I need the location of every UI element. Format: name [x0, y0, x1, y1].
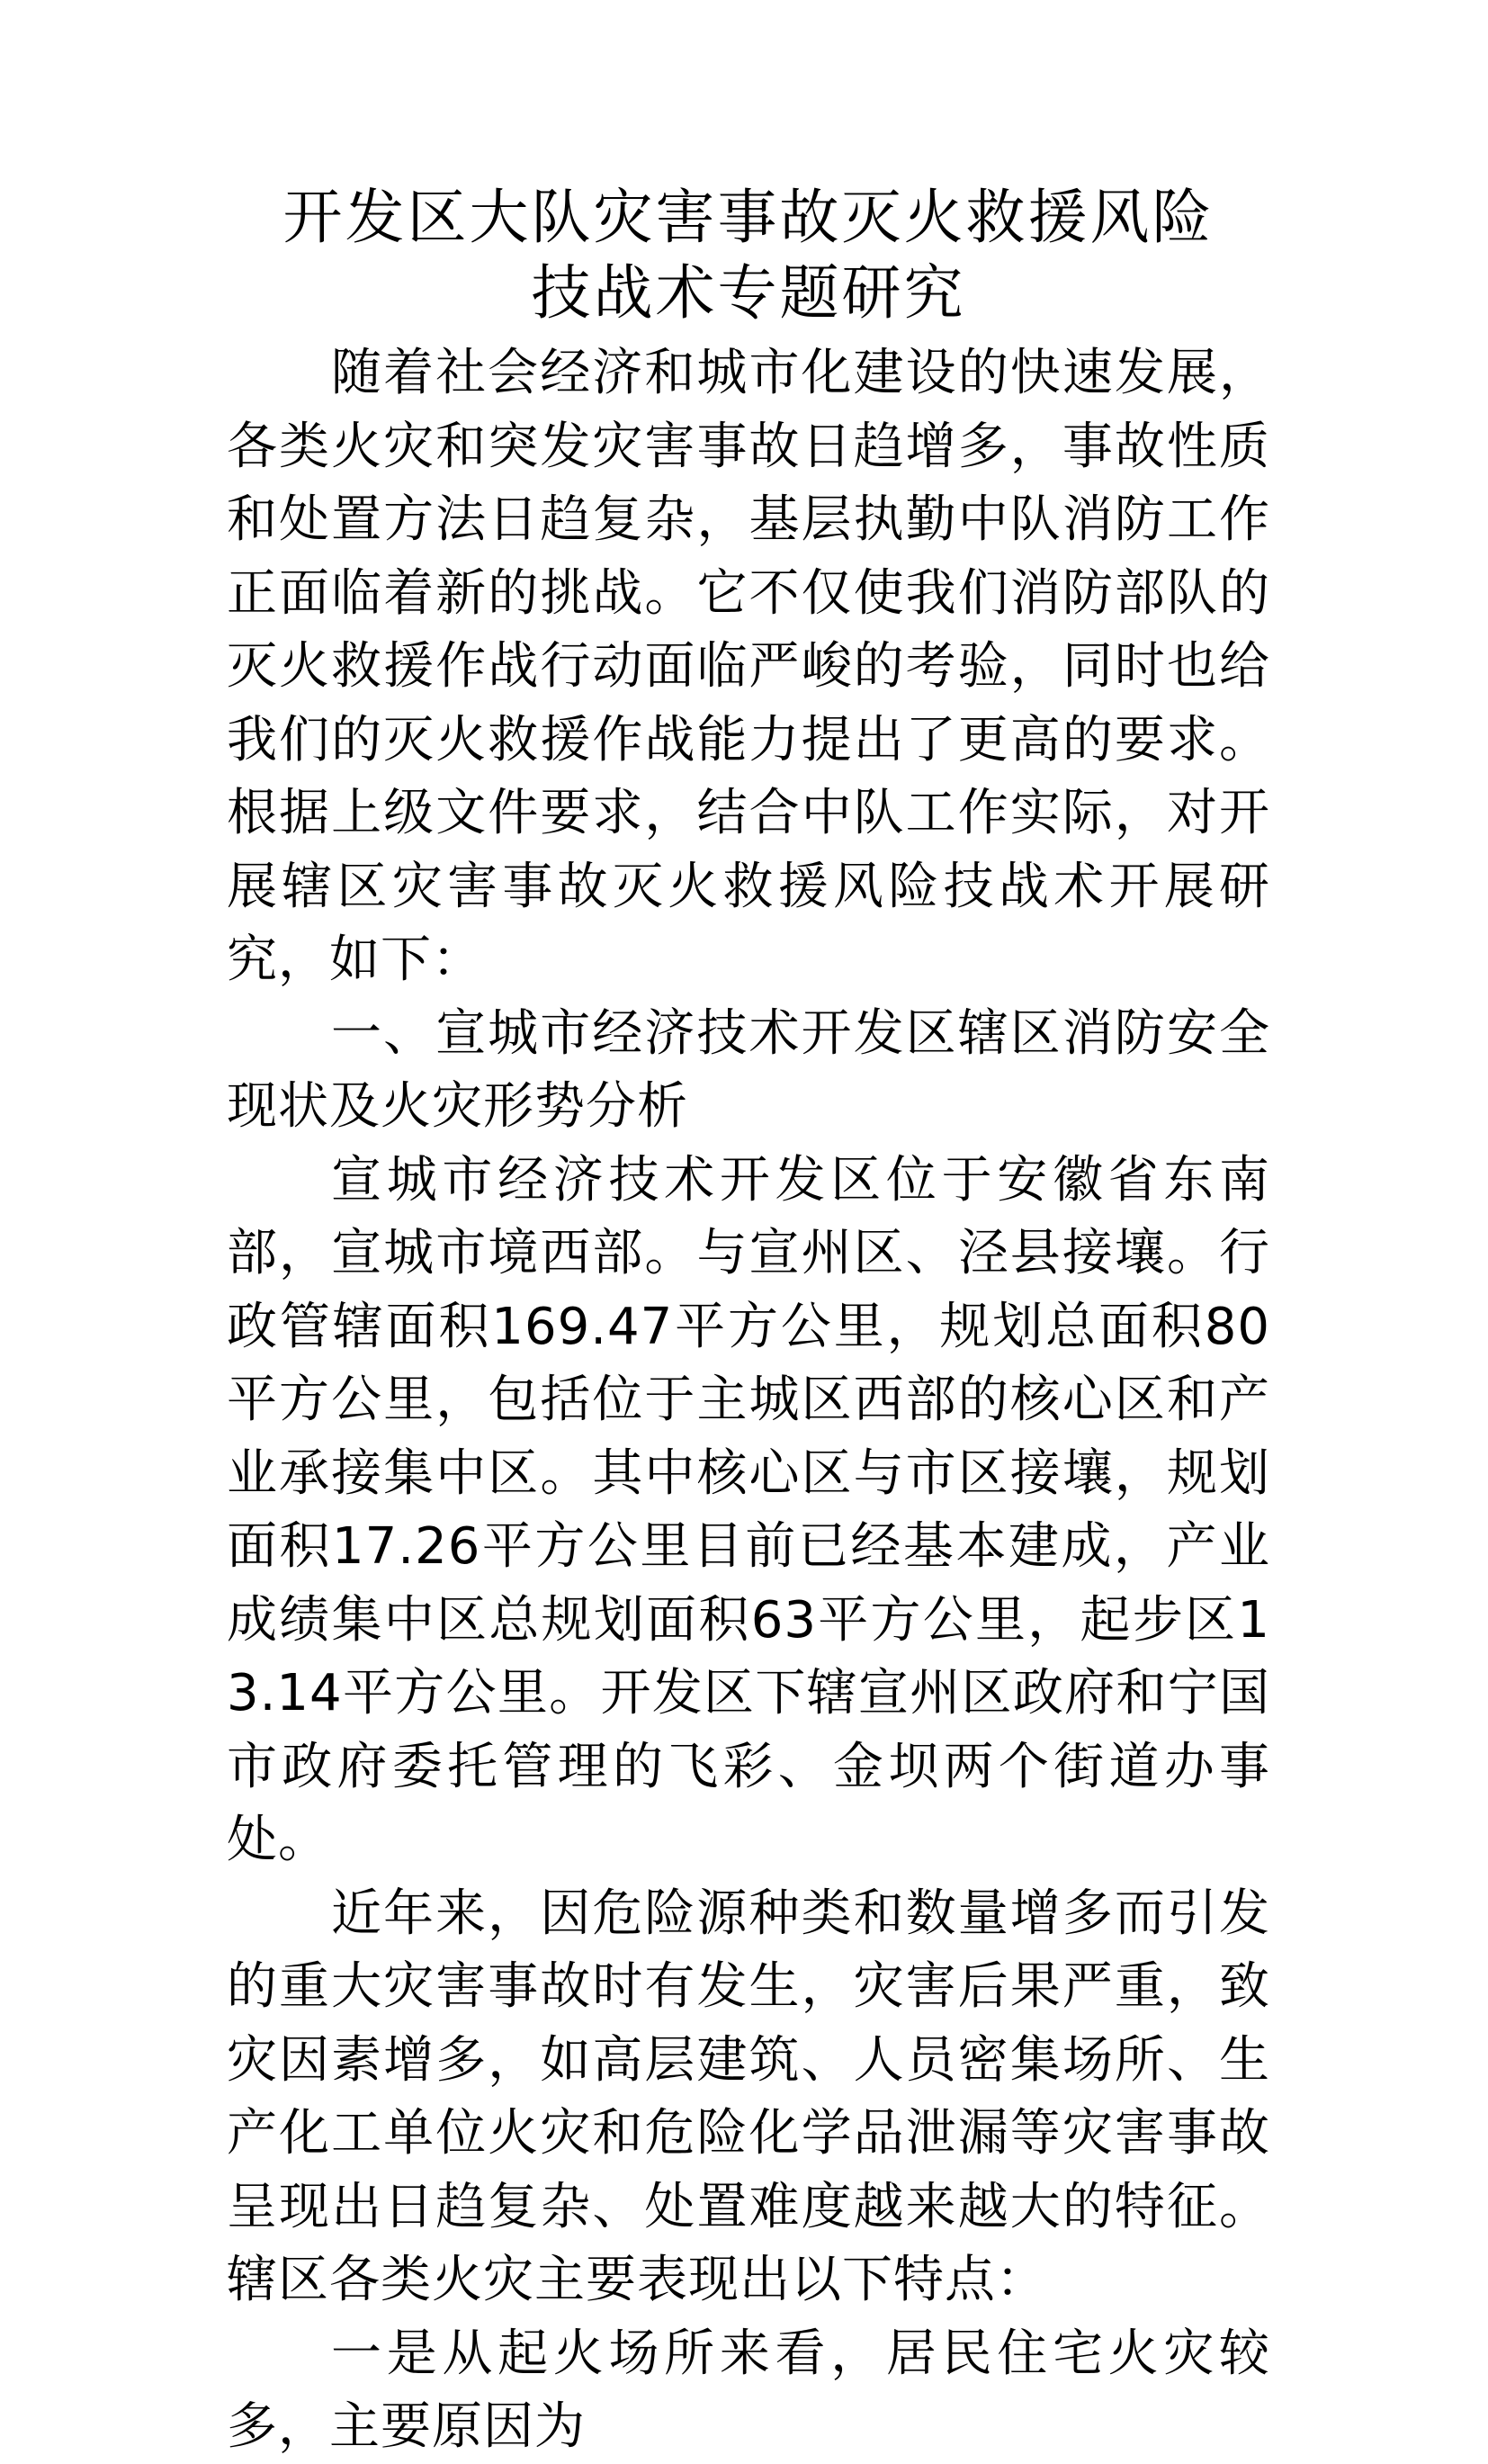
location-paragraph: 宣城市经济技术开发区位于安徽省东南部，宣城市境西部。与宣州区、泾县接壤。行政管辖面积169.47平方公里，规划总面积80平方公里，包括位于主城区西部的核心区和产业承接集中区。其中核心区与市区接壤，规划面积17.26平方公里目前已经基本建成，产业成绩集中区总规划面积63平方公里，起步区13.14平方公里。开发区下辖宣州区政府和宁国市政府委托管理的飞彩、金坝两个街道办事处。 [227, 1150, 1270, 1869]
feature-one-paragraph: 一是从起火场所来看，居民住宅火灾较多，主要原因为 [227, 2324, 1270, 2456]
recent-years-paragraph: 近年来，因危险源种类和数量增多而引发的重大灾害事故时有发生，灾害后果严重，致灾因素增多，如高层建筑、人员密集场所、生产化工单位火灾和危险化学品泄漏等灾害事故呈现出日趋复杂、处置难度越来越大的特征。辖区各类火灾主要表现出以下特点： [227, 1884, 1270, 2309]
document-title [227, 180, 1270, 331]
title-line-1: 开发区大队灾害事故灭火救援风险 [282, 183, 1215, 252]
intro-paragraph: 随着社会经济和城市化建设的快速发展，各类火灾和突发灾害事故日趋增多，事故性质和处置方法日趋复杂，基层执勤中队消防工作正面临着新的挑战。它不仅使我们消防部队的灭火救援作战行动面临严峻的考验，同时也给我们的灭火救援作战能力提出了更高的要求。根据上级文件要求，结合中队工作实际，对开展辖区灾害事故灭火救援风险技战术开展研究，如下： [227, 344, 1270, 989]
title-line-2: 技战术专题研究 [531, 258, 966, 328]
section-heading-1: 一、宣城市经济技术开发区辖区消防安全现状及火灾形势分析 [227, 1003, 1270, 1136]
document-page [227, 180, 1270, 2464]
